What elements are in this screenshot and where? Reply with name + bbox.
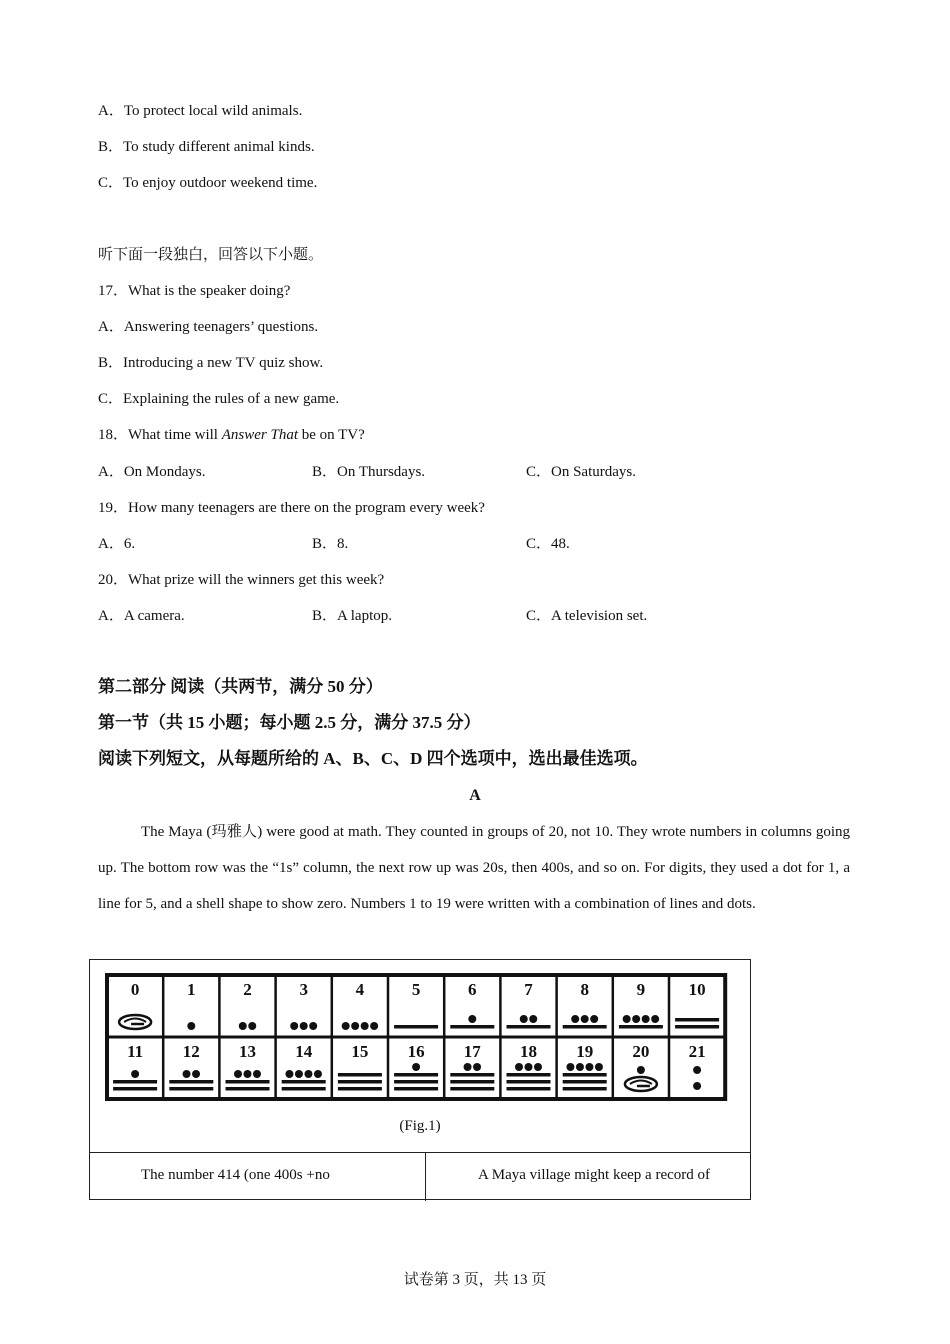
table-cell-left: The number 414 (one 400s +no: [141, 1167, 330, 1183]
numeral-label: 4: [355, 980, 365, 999]
maya-glyph-15: [338, 1073, 382, 1091]
maya-glyph-0: [119, 1015, 151, 1029]
q18-option-b: B．On Thursdays.: [312, 464, 426, 480]
q16-option-c: C．To enjoy outdoor weekend time.: [98, 175, 318, 191]
maya-glyph-12: [169, 1070, 213, 1091]
maya-glyph-8: [563, 1015, 607, 1029]
q20-stem: 20．What prize will the winners get this week?: [98, 572, 385, 588]
numeral-label: 14: [295, 1042, 313, 1061]
figure-caption: (Fig.1): [399, 1118, 441, 1134]
maya-glyph-9: [619, 1015, 663, 1029]
maya-glyph-13: [226, 1070, 270, 1091]
figure-table: [89, 959, 751, 1200]
maya-glyph-5: [394, 1025, 438, 1029]
maya-glyph-19: [563, 1063, 607, 1091]
q17-option-b: B．Introducing a new TV quiz show.: [98, 355, 324, 371]
numeral-label: 13: [239, 1042, 256, 1061]
maya-glyph-7: [507, 1015, 551, 1029]
q20-option-c: C．A television set.: [526, 608, 648, 624]
numeral-label: 21: [688, 1042, 706, 1061]
maya-glyph-4: [342, 1022, 379, 1030]
numeral-label: 20: [632, 1042, 650, 1061]
q20-option-b: B．A laptop.: [312, 608, 393, 624]
numeral-label: 17: [463, 1042, 481, 1061]
q19-option-c: C．48.: [526, 536, 570, 552]
numeral-label: 6: [468, 980, 477, 999]
maya-numeral-chart: [103, 972, 737, 1102]
maya-glyph-2: [239, 1022, 257, 1030]
maya-glyph-17: [450, 1063, 494, 1091]
q19-option-b: B．8.: [312, 536, 349, 552]
reading-instruction: 阅读下列短文，从每题所给的 A、B、C、D 四个选项中，选出最佳选项。: [98, 749, 648, 768]
table-row-divider: [90, 1152, 750, 1153]
q18-stem: [98, 425, 365, 445]
numeral-label: 5: [411, 980, 421, 999]
numeral-label: 11: [127, 1042, 144, 1061]
maya-glyph-21-dot-bottom: [693, 1082, 701, 1090]
maya-glyph-16: [394, 1063, 438, 1091]
q17-stem: 17．What is the speaker doing?: [98, 283, 291, 299]
q18-stem-title: Answer That: [221, 427, 298, 443]
numeral-label: 15: [351, 1042, 369, 1061]
maya-glyph-20-dot: [637, 1066, 645, 1074]
q16-option-b: B．To study different animal kinds.: [98, 139, 315, 155]
numeral-label: 7: [524, 980, 533, 999]
q18-stem-before: 18．What time will: [98, 427, 222, 443]
section1-heading: 第一节（共 15 小题；每小题 2.5 分，满分 37.5 分）: [98, 713, 481, 732]
q16-option-a: A．To protect local wild animals.: [98, 103, 303, 119]
numeral-label: 2: [243, 980, 252, 999]
maya-glyph-10: [675, 1018, 719, 1029]
q19-stem: 19．How many teenagers are there on the program every week?: [98, 500, 485, 516]
page-footer: 试卷第 3 页，共 13 页: [403, 1272, 547, 1288]
monologue-instruction: 听下面一段独白，回答以下小题。: [98, 247, 324, 263]
numeral-label: 8: [580, 980, 589, 999]
maya-glyph-14: [282, 1070, 326, 1091]
passage-paragraph: The Maya (玛雅人) were good at math. They counted in groups of 20, not 10. They wrote numbers in columns going up. The bottom row was the “1s” column, the next row up was 20s, then 400s, and so on. For digits, they used a dot for 1, a line for 5, and a shell shape to show zero. Numbers 1 to 19 were written with a combination of lines and dots.: [98, 824, 850, 912]
passage-label: A: [469, 787, 481, 804]
numeral-label: 1: [187, 980, 196, 999]
maya-glyph-11: [113, 1070, 157, 1091]
maya-glyph-3: [290, 1022, 317, 1030]
q20-option-a: A．A camera.: [98, 608, 185, 624]
q17-option-c: C．Explaining the rules of a new game.: [98, 391, 340, 407]
table-column-divider: [425, 1152, 426, 1201]
numeral-label: 10: [688, 980, 706, 999]
q18-option-a: A．On Mondays.: [98, 464, 206, 480]
maya-glyph-21-dot-top: [693, 1066, 701, 1074]
numeral-label: 18: [520, 1042, 537, 1061]
part2-heading: 第二部分 阅读（共两节，满分 50 分）: [98, 677, 383, 696]
numeral-label: 12: [182, 1042, 200, 1061]
maya-glyph-18: [507, 1063, 551, 1091]
maya-glyph-1: [187, 1022, 195, 1030]
q19-option-a: A．6.: [98, 536, 136, 552]
q17-option-a: A．Answering teenagers’ questions.: [98, 319, 319, 335]
q18-stem-after: be on TV?: [298, 427, 365, 443]
maya-glyph-0: [625, 1077, 657, 1091]
q18-option-c: C．On Saturdays.: [526, 464, 636, 480]
numeral-label: 16: [407, 1042, 425, 1061]
numeral-label: 19: [576, 1042, 594, 1061]
maya-glyph-6: [450, 1015, 494, 1029]
table-cell-right: A Maya village might keep a record of: [478, 1167, 711, 1183]
numeral-label: 0: [130, 980, 140, 999]
numeral-label: 3: [299, 980, 308, 999]
numeral-label: 9: [636, 980, 646, 999]
